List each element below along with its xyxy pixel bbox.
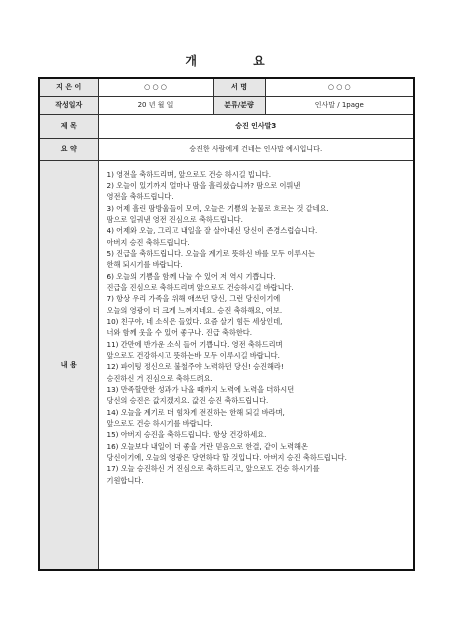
content-line: 10) 친구야, 네 소식은 들었다. 요즘 살기 힘든 세상인데, <box>106 316 283 326</box>
summary-label: 요 약 <box>39 138 98 160</box>
content-line: 오늘의 영광이 더 크게 느껴지네요. 승진 축하해요, 여보. <box>106 305 283 315</box>
content-body <box>98 160 414 570</box>
summary-row <box>39 138 414 160</box>
content-line: 7) 항상 우리 가족을 위해 애쓰던 당신, 그런 당신이기에 <box>106 294 281 304</box>
content-line: 너와 함께 웃을 수 있어 좋구나. 진급 축하한다. <box>106 328 253 338</box>
content-line: 1) 영전을 축하드리며, 앞으로도 건승 하시길 빕니다. <box>106 169 272 179</box>
summary-text: 승진한 사람에게 건네는 인사말 예시입니다. <box>98 138 414 160</box>
content-line: 앞으로도 건승 하시기를 바랍니다. <box>106 419 213 429</box>
content-line: 진급을 진심으로 축하드리며 앞으로도 건승하시길 바랍니다. <box>106 282 294 292</box>
title-row <box>39 114 414 138</box>
category-label: 분류/분량 <box>213 96 265 114</box>
content-line: 당신의 승진은 값지겠지요. 값진 승진 축하드립니다. <box>106 396 269 406</box>
page-title: 개 요 <box>185 54 291 68</box>
content-line: 16) 오늘보다 내일이 더 좋을 거란 믿음으로 한결, 같이 노력해온 <box>106 441 308 451</box>
content-row <box>39 160 414 570</box>
signature-label: 서 명 <box>213 78 265 96</box>
date-row <box>39 96 414 114</box>
content-line: 11) 간만에 반가운 소식 들어 기쁩니다. 영전 축하드리며 <box>106 339 283 349</box>
content-line: 3) 어제 흘린 땀방울들이 모여, 오늘은 기쁨의 눈물로 흐르는 것 같네요. <box>106 203 329 213</box>
category-value: 인사말 / 1page <box>265 96 414 114</box>
author-label: 지 은 이 <box>39 78 98 96</box>
content-line: 14) 오늘을 계기로 더 힘차게 전진하는 한해 되길 바라며, <box>106 407 285 417</box>
content-line: 기원합니다. <box>106 475 144 485</box>
content-line: 2) 오늘이 있기까지 얼마나 땀을 흘리셨습니까? 땀으로 이뤄낸 <box>106 180 301 190</box>
content-label: 내 용 <box>39 160 98 570</box>
content-line: 영전을 축하드립니다. <box>106 192 174 202</box>
content-line: 12) 파이팅 정신으로 불철주야 노력하던 당신! 승진해라! <box>106 362 284 372</box>
date-value: 20 년 월 일 <box>98 96 213 114</box>
content-line: 아버지 승진 축하드립니다. <box>106 237 190 247</box>
content-line: 17) 오늘 승진하신 거 진심으로 축하드리고, 앞으로도 건승 하시기를 <box>106 464 320 474</box>
content-line: 당신이기에, 오늘의 영광은 당연하다 할 것입니다. 아버지 승진 축하드립니다. <box>106 453 347 463</box>
summary-form-table <box>38 77 415 571</box>
content-line: 앞으로도 건강하시고 뜻하는바 모두 이루시길 바랍니다. <box>106 351 280 360</box>
date-label: 작성일자 <box>39 96 98 114</box>
content-line: 4) 어제와 오늘, 그리고 내일을 잘 살아내신 당신이 존경스럽습니다. <box>106 226 318 236</box>
document-title: 승진 인사말3 <box>98 114 414 138</box>
author-value: ○ ○ ○ <box>98 78 213 96</box>
content-line: 땀으로 일궈낸 영전 진심으로 축하드립니다. <box>106 214 243 224</box>
content-line: 6) 오늘의 기쁨을 함께 나눌 수 있어 저 역시 기쁩니다. <box>106 271 276 281</box>
content-line: 승진하신 거 진심으로 축하드려요. <box>106 373 213 383</box>
content-lines <box>107 169 404 487</box>
author-row <box>39 78 414 96</box>
content-line: 5) 진급을 축하드립니다. 오늘을 계기로 뜻하신 바를 모두 이루시는 <box>106 248 315 258</box>
title-label: 제 목 <box>39 114 98 138</box>
content-line: 15) 아버지 승진을 축하드립니다. 항상 건강하세요. <box>106 430 267 440</box>
signature-value: ○ ○ ○ <box>265 78 414 96</box>
content-line: 한해 되시기를 바랍니다. <box>106 260 183 270</box>
content-line: 13) 만족할만한 성과가 나올 때까지 노력에 노력을 더하시던 <box>106 385 295 395</box>
